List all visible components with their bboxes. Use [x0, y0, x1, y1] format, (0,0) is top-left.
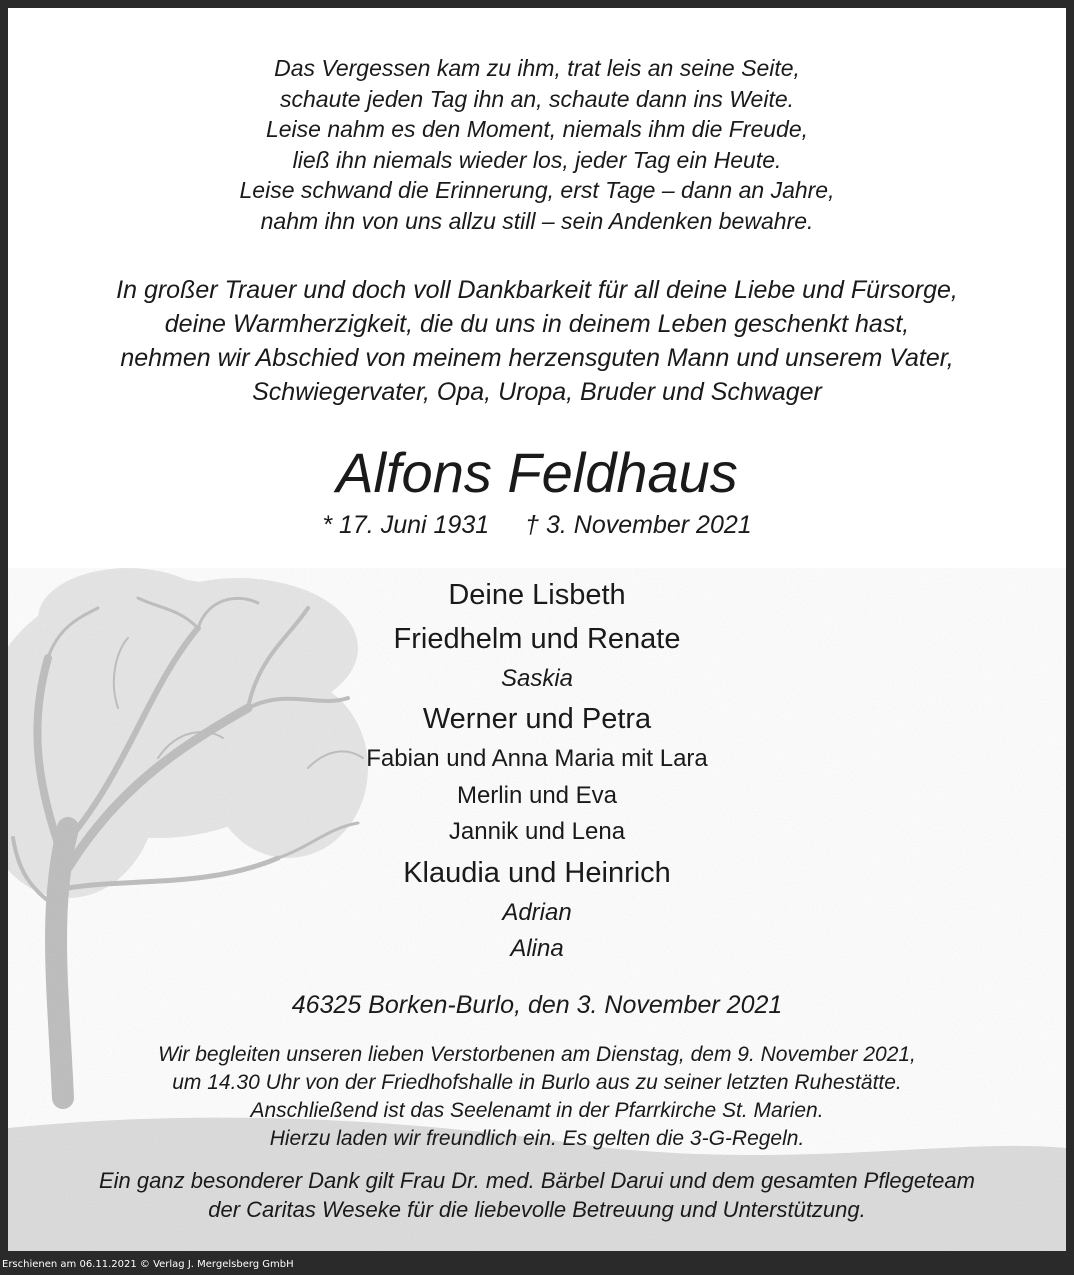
intro-line: In großer Trauer und doch voll Dankbarkeit für all deine Liebe und Fürsorge,: [116, 276, 958, 304]
birth-date: * 17. Juni 1931: [322, 511, 490, 539]
family-member: Klaudia und Heinrich: [403, 856, 671, 889]
family-member: Friedhelm und Renate: [393, 623, 681, 655]
place-date: 46325 Borken-Burlo, den 3. November 2021: [291, 991, 783, 1019]
intro-line: Schwiegervater, Opa, Uropa, Bruder und Schwager: [252, 378, 822, 406]
family-member: Deine Lisbeth: [448, 579, 626, 611]
family-member: Merlin und Eva: [456, 781, 618, 809]
funeral-service-info: [8, 1041, 1066, 1153]
poem: [8, 53, 1066, 236]
poem-line: nahm ihn von uns allzu still – sein Andenken bewahre.: [260, 207, 814, 234]
intro-text: [8, 273, 1066, 409]
family-member: Adrian: [502, 898, 572, 926]
poem-line: ließ ihn niemals wieder los, jeder Tag ein Heute.: [292, 146, 782, 173]
publication-footer: Erschienen am 06.11.2021 © Verlag J. Mergelsberg GmbH: [2, 1259, 294, 1270]
deceased-name: Alfons Feldhaus: [336, 441, 738, 504]
obituary-notice: [8, 8, 1066, 1251]
service-line: Anschließend ist das Seelenamt in der Pfarrkirche St. Marien.: [250, 1099, 824, 1122]
poem-line: schaute jeden Tag ihn an, schaute dann ins Weite.: [279, 85, 795, 112]
family-member: Fabian und Anna Maria mit Lara: [366, 745, 708, 772]
poem-line: Das Vergessen kam zu ihm, trat leis an seine Seite,: [274, 55, 800, 81]
thanks-line: Ein ganz besonderer Dank gilt Frau Dr. med. Bärbel Darui und dem gesamten Pflegeteam: [99, 1168, 975, 1193]
intro-line: nehmen wir Abschied von meinem herzensguten Mann und unserem Vater,: [120, 344, 954, 372]
family-member: Saskia: [500, 665, 574, 692]
family-member: Werner und Petra: [422, 703, 652, 735]
service-line: Hierzu laden wir freundlich ein. Es gelten die 3-G-Regeln.: [269, 1127, 805, 1150]
family-member: Jannik und Lena: [448, 818, 626, 845]
service-line: um 14.30 Uhr von der Friedhofshalle in Burlo aus zu seiner letzten Ruhestätte.: [172, 1071, 902, 1094]
family-member: Alina: [510, 934, 564, 962]
intro-line: deine Warmherzigkeit, die du uns in deinem Leben geschenkt hast,: [164, 310, 910, 338]
poem-line: Leise nahm es den Moment, niemals ihm die Freude,: [265, 116, 809, 142]
poem-line: Leise schwand die Erinnerung, erst Tage – dann an Jahre,: [239, 177, 835, 203]
life-dates: [8, 508, 1066, 542]
death-date: † 3. November 2021: [525, 511, 752, 539]
thanks-line: der Caritas Weseke für die liebevolle Betreuung und Unterstützung.: [208, 1197, 866, 1222]
service-line: Wir begleiten unseren lieben Verstorbenen am Dienstag, dem 9. November 2021,: [158, 1043, 916, 1066]
thanks-text: [8, 1166, 1066, 1224]
family-list: [8, 573, 1066, 967]
